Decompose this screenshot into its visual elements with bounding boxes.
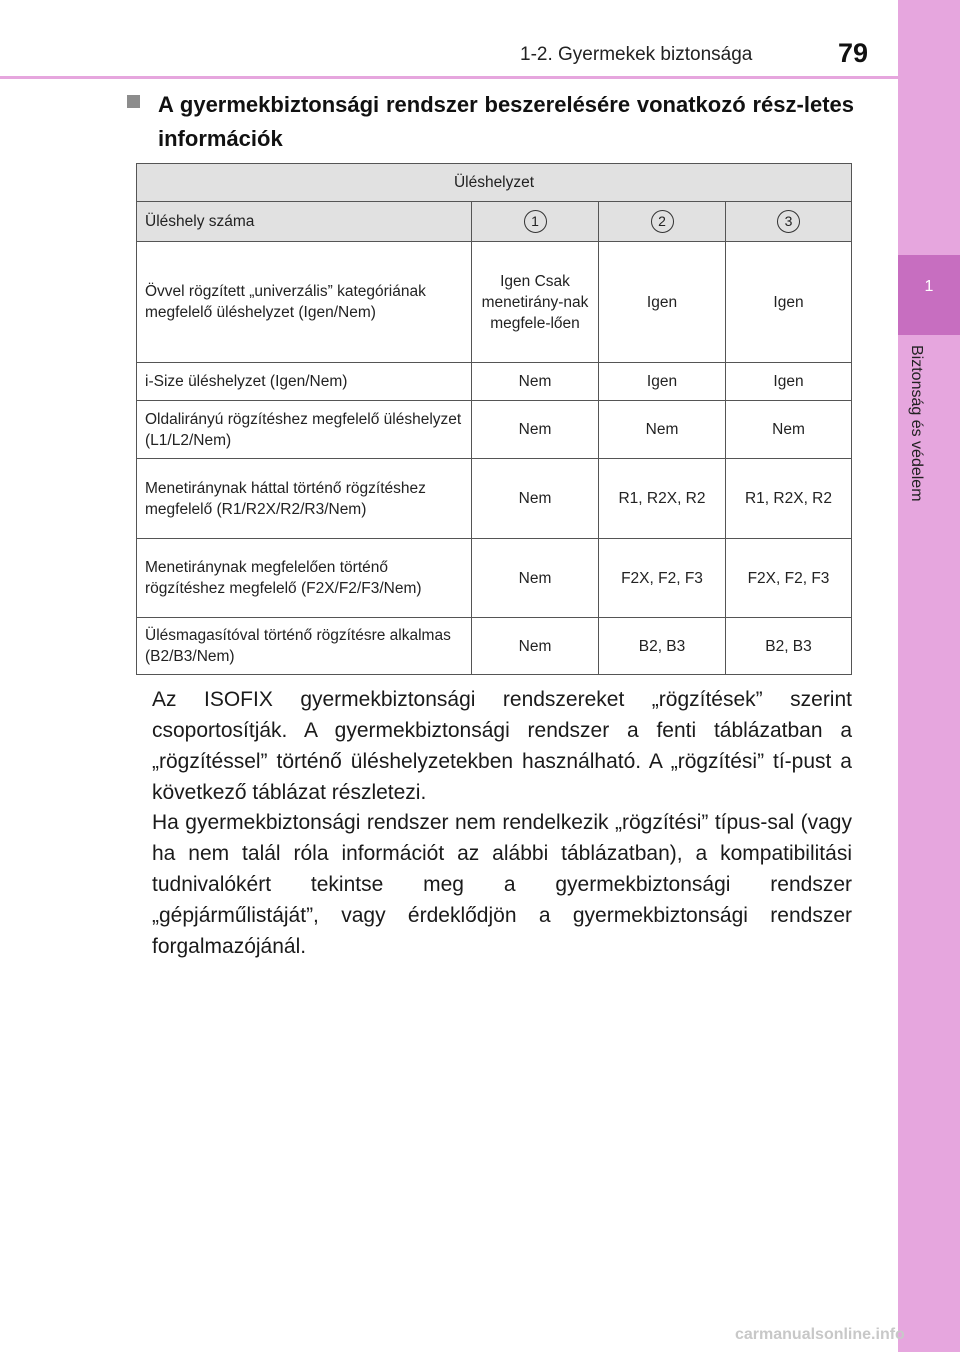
section-heading: A gyermekbiztonsági rendszer beszerelésére vonatkozó rész-letes információk <box>158 92 854 151</box>
seat-position-table <box>136 163 852 675</box>
seat-number-3-icon: 3 <box>777 210 800 233</box>
row-label: Övvel rögzített „univerzális” kategóriának megfelelő üléshelyzet (Igen/Nem) <box>137 242 472 363</box>
row-label: Menetiránynak megfelelően történő rögzítéshez megfelelő (F2X/F2/F3/Nem) <box>137 539 472 618</box>
row-value: Nem <box>472 618 599 675</box>
row-value: Igen Csak menetirány-nak megfele-lően <box>472 242 599 363</box>
seat-number-cell <box>472 202 599 242</box>
table-group-header: Üléshelyzet <box>137 164 852 202</box>
seat-number-cell <box>726 202 852 242</box>
row-value: R1, R2X, R2 <box>726 459 852 539</box>
seat-number-cell <box>599 202 726 242</box>
header-divider <box>0 76 898 79</box>
row-value: R1, R2X, R2 <box>599 459 726 539</box>
row-value: Nem <box>472 459 599 539</box>
table-row <box>137 401 852 459</box>
chapter-sidebar <box>898 0 960 1352</box>
seat-number-1-icon: 1 <box>524 210 547 233</box>
row-value: F2X, F2, F3 <box>599 539 726 618</box>
row-value: Igen <box>599 363 726 401</box>
row-value: Nem <box>726 401 852 459</box>
body-paragraph: Ha gyermekbiztonsági rendszer nem rendelkezik „rögzítési” típus-sal (vagy ha nem talál róla információt az alábbi táblázatban), a kompatibilitási tudnivalókért tekintse meg a gyermekbiztonsági rendszer „gépjárműlistáját”, vagy érdeklődjön a gyermekbiztonsági rendszer forgalmazójánál. <box>152 811 852 958</box>
seat-number-2-icon: 2 <box>651 210 674 233</box>
row-value: B2, B3 <box>599 618 726 675</box>
row-label: i-Size üléshelyzet (Igen/Nem) <box>137 363 472 401</box>
chapter-title: Biztonság és védelem <box>908 345 925 502</box>
square-bullet-icon <box>127 95 140 108</box>
row-value: Nem <box>472 363 599 401</box>
row-value: F2X, F2, F3 <box>726 539 852 618</box>
row-value: Nem <box>472 401 599 459</box>
row-value: Igen <box>599 242 726 363</box>
watermark: carmanualsonline.info <box>735 1326 905 1343</box>
row-label: Menetiránynak háttal történő rögzítéshez megfelelő (R1/R2X/R2/R3/Nem) <box>137 459 472 539</box>
row-label: Ülésmagasítóval történő rögzítésre alkalmas (B2/B3/Nem) <box>137 618 472 675</box>
row-value: Nem <box>599 401 726 459</box>
row-value: B2, B3 <box>726 618 852 675</box>
table-row <box>137 459 852 539</box>
page-number: 79 <box>838 38 869 68</box>
seat-number-label: Üléshely száma <box>137 202 472 242</box>
row-label: Oldalirányú rögzítéshez megfelelő üléshelyzet (L1/L2/Nem) <box>137 401 472 459</box>
row-value: Igen <box>726 242 852 363</box>
table-row <box>137 539 852 618</box>
table-row <box>137 618 852 675</box>
row-value: Nem <box>472 539 599 618</box>
section-title: 1-2. Gyermekek biztonsága <box>520 44 753 65</box>
body-paragraph: Az ISOFIX gyermekbiztonsági rendszereket „rögzítések” szerint csoportosítják. A gyermekbiztonsági rendszer a fenti táblázatban a „rögzítéssel” történő üléshelyzetekben használható. A „rögzítési” tí-pust a következő táblázat részletezi. <box>152 688 852 804</box>
table-row <box>137 242 852 363</box>
table-row <box>137 363 852 401</box>
row-value: Igen <box>726 363 852 401</box>
chapter-number: 1 <box>924 278 934 295</box>
